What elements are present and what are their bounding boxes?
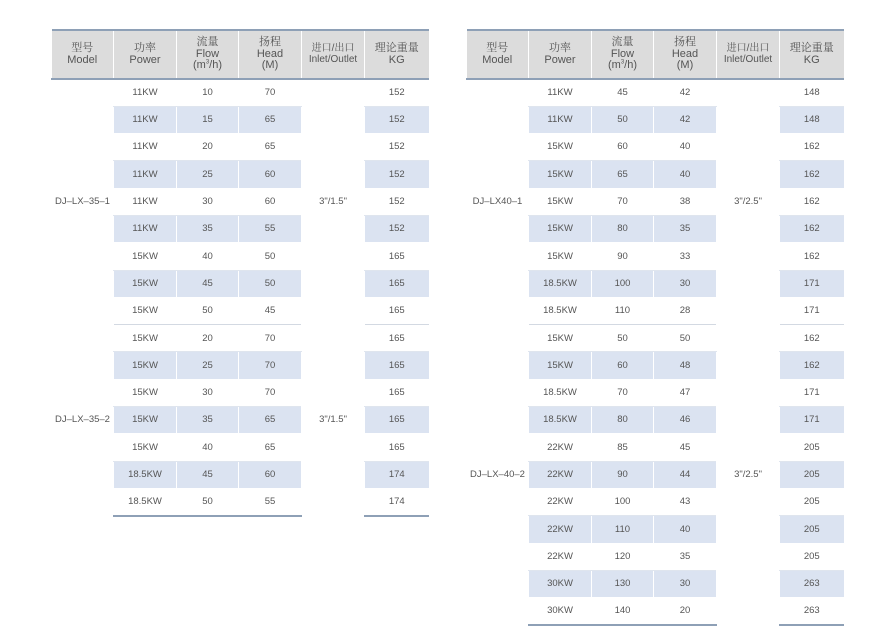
header-power-cn: 功率 [134,41,156,54]
head-cell: 70 [239,379,302,406]
power-cell: 15KW [114,379,177,406]
flow-cell: 20 [177,325,239,352]
flow-cell: 35 [177,215,239,242]
header-model-en: Model [67,53,98,66]
power-cell: 11KW [114,79,177,106]
weight-cell: 205 [780,543,844,570]
head-cell: 43 [654,488,717,515]
weight-cell: 263 [780,570,844,597]
power-cell: 30KW [529,598,592,625]
flow-cell: 130 [592,570,654,597]
flow-cell: 60 [592,134,654,161]
power-cell: 15KW [114,352,177,379]
head-cell: 55 [239,215,302,242]
head-cell: 70 [239,79,302,106]
header-inlet [717,30,780,79]
header-model-cn: 型号 [71,41,94,54]
power-cell: 18.5KW [114,461,177,488]
flow-cell: 15 [177,106,239,133]
weight-cell: 162 [780,134,844,161]
head-cell: 40 [654,516,717,543]
power-cell: 15KW [114,325,177,352]
model-cell: DJ–LX–40–2 [467,325,529,625]
head-cell: 20 [654,598,717,625]
weight-cell: 152 [365,188,429,215]
model-cell: DJ–LX–35–1 [52,79,114,325]
header-head [654,30,717,79]
header-power-en: Power [544,53,576,66]
flow-cell: 85 [592,434,654,461]
weight-cell: 162 [780,188,844,215]
header-weight [365,30,429,79]
header-head-en: Head [671,47,699,60]
weight-cell: 152 [365,106,429,133]
header-weight-en: KG [388,53,405,66]
head-cell: 38 [654,188,717,215]
header-head-unit: (M) [676,59,694,72]
flow-cell: 100 [592,270,654,297]
header-model-cn: 型号 [486,41,509,54]
flow-cell: 60 [592,352,654,379]
weight-cell: 205 [780,461,844,488]
power-cell: 15KW [529,243,592,270]
header-weight-en: KG [803,53,820,66]
head-cell: 42 [654,106,717,133]
flow-cell: 40 [177,434,239,461]
weight-cell: 152 [365,215,429,242]
weight-cell: 148 [780,79,844,106]
head-cell: 60 [239,161,302,188]
weight-cell: 165 [365,407,429,434]
weight-cell: 152 [365,134,429,161]
flow-cell: 70 [592,188,654,215]
header-inlet-en: Inlet/Outlet [308,53,358,65]
head-cell: 50 [654,325,717,352]
header-inlet [302,30,365,79]
flow-cell: 65 [592,161,654,188]
weight-cell: 148 [780,106,844,133]
power-cell: 15KW [529,188,592,215]
unit-suffix: /h) [209,59,222,72]
flow-cell: 110 [592,297,654,324]
power-cell: 15KW [114,407,177,434]
power-cell: 22KW [529,488,592,515]
power-cell: 18.5KW [529,297,592,324]
header-head-cn: 扬程 [674,36,696,49]
head-cell: 45 [654,434,717,461]
flow-cell: 80 [592,407,654,434]
power-cell: 22KW [529,461,592,488]
flow-cell: 120 [592,543,654,570]
power-cell: 22KW [529,543,592,570]
header-head-en: Head [256,47,284,60]
weight-cell: 162 [780,215,844,242]
header-power [529,30,592,79]
header-power [114,30,177,79]
table-row [52,79,429,106]
inlet-outlet-cell: 3"/1.5" [302,325,365,516]
flow-cell: 80 [592,215,654,242]
head-cell: 30 [654,270,717,297]
power-cell: 15KW [529,352,592,379]
header-weight-cn: 理论重量 [789,41,834,54]
unit-prefix: (m [192,59,206,72]
power-cell: 15KW [114,243,177,270]
head-cell: 50 [239,243,302,270]
header-flow-cn: 流量 [611,36,634,49]
power-cell: 11KW [529,79,592,106]
head-cell: 30 [654,570,717,597]
flow-cell: 50 [592,106,654,133]
flow-cell: 25 [177,161,239,188]
spec-table-right [466,29,844,626]
power-cell: 18.5KW [529,407,592,434]
flow-cell: 50 [177,297,239,324]
weight-cell: 171 [780,407,844,434]
weight-cell: 165 [365,270,429,297]
flow-cell: 35 [177,407,239,434]
weight-cell: 171 [780,270,844,297]
model-cell: DJ–LX40–1 [467,79,529,325]
power-cell: 11KW [114,215,177,242]
head-cell: 35 [654,215,717,242]
head-cell: 42 [654,79,717,106]
flow-cell: 25 [177,352,239,379]
head-cell: 44 [654,461,717,488]
head-cell: 40 [654,134,717,161]
flow-cell: 140 [592,598,654,625]
header-flow-unit [177,60,238,72]
spec-table-left [51,29,429,517]
weight-cell: 152 [365,79,429,106]
header-weight [780,30,844,79]
power-cell: 15KW [529,134,592,161]
flow-cell: 100 [592,488,654,515]
header-power-cn: 功率 [549,41,571,54]
power-cell: 15KW [114,297,177,324]
head-cell: 70 [239,325,302,352]
header-flow [177,30,239,79]
head-cell: 46 [654,407,717,434]
power-cell: 11KW [114,161,177,188]
header-head-unit: (M) [261,59,279,72]
power-cell: 11KW [114,134,177,161]
flow-cell: 90 [592,461,654,488]
weight-cell: 165 [365,379,429,406]
inlet-outlet-cell: 3"/2.5" [717,79,780,325]
unit-superscript: 3 [620,59,625,66]
head-cell: 65 [239,134,302,161]
header-inlet-cn: 进口/出口 [311,43,355,54]
head-cell: 28 [654,297,717,324]
header-flow-unit [592,60,653,72]
flow-cell: 45 [592,79,654,106]
header-weight-cn: 理论重量 [374,41,419,54]
power-cell: 11KW [114,188,177,215]
unit-suffix: /h) [624,59,637,72]
head-cell: 33 [654,243,717,270]
weight-cell: 165 [365,297,429,324]
flow-cell: 30 [177,379,239,406]
weight-cell: 205 [780,516,844,543]
weight-cell: 165 [365,352,429,379]
head-cell: 47 [654,379,717,406]
weight-cell: 165 [365,434,429,461]
header-inlet-en: Inlet/Outlet [723,53,773,65]
weight-cell: 171 [780,297,844,324]
weight-cell: 174 [365,488,429,515]
flow-cell: 50 [592,325,654,352]
weight-cell: 263 [780,598,844,625]
power-cell: 18.5KW [529,379,592,406]
head-cell: 50 [239,270,302,297]
weight-cell: 152 [365,161,429,188]
weight-cell: 162 [780,352,844,379]
flow-cell: 50 [177,488,239,515]
head-cell: 48 [654,352,717,379]
flow-cell: 30 [177,188,239,215]
head-cell: 65 [239,106,302,133]
flow-cell: 110 [592,516,654,543]
power-cell: 11KW [529,106,592,133]
power-cell: 18.5KW [114,488,177,515]
power-cell: 15KW [529,215,592,242]
inlet-outlet-cell: 3"/1.5" [302,79,365,325]
flow-cell: 20 [177,134,239,161]
power-cell: 15KW [529,161,592,188]
head-cell: 40 [654,161,717,188]
flow-cell: 45 [177,270,239,297]
flow-cell: 70 [592,379,654,406]
inlet-outlet-cell: 3"/2.5" [717,325,780,625]
header-model-en: Model [482,53,513,66]
head-cell: 70 [239,352,302,379]
head-cell: 65 [239,434,302,461]
head-cell: 45 [239,297,302,324]
table-row [467,79,844,106]
weight-cell: 162 [780,243,844,270]
power-cell: 15KW [529,325,592,352]
header-flow-en: Flow [195,47,220,60]
power-cell: 30KW [529,570,592,597]
model-cell: DJ–LX–35–2 [52,325,114,516]
weight-cell: 174 [365,461,429,488]
header-flow-en: Flow [610,47,635,60]
header-flow [592,30,654,79]
weight-cell: 165 [365,325,429,352]
flow-cell: 90 [592,243,654,270]
power-cell: 22KW [529,516,592,543]
header-model [52,30,114,79]
weight-cell: 162 [780,161,844,188]
header-head [239,30,302,79]
header-power-en: Power [129,53,161,66]
weight-cell: 171 [780,379,844,406]
power-cell: 15KW [114,270,177,297]
power-cell: 11KW [114,106,177,133]
head-cell: 35 [654,543,717,570]
header-inlet-cn: 进口/出口 [726,43,770,54]
flow-cell: 10 [177,79,239,106]
weight-cell: 165 [365,243,429,270]
head-cell: 60 [239,461,302,488]
head-cell: 60 [239,188,302,215]
power-cell: 18.5KW [529,270,592,297]
table-row [467,325,844,352]
flow-cell: 40 [177,243,239,270]
unit-superscript: 3 [205,59,210,66]
weight-cell: 162 [780,325,844,352]
header-model [467,30,529,79]
head-cell: 65 [239,407,302,434]
power-cell: 22KW [529,434,592,461]
weight-cell: 205 [780,434,844,461]
unit-prefix: (m [607,59,621,72]
header-flow-cn: 流量 [196,36,219,49]
header-head-cn: 扬程 [259,36,281,49]
weight-cell: 205 [780,488,844,515]
power-cell: 15KW [114,434,177,461]
head-cell: 55 [239,488,302,515]
flow-cell: 45 [177,461,239,488]
table-row [52,325,429,352]
